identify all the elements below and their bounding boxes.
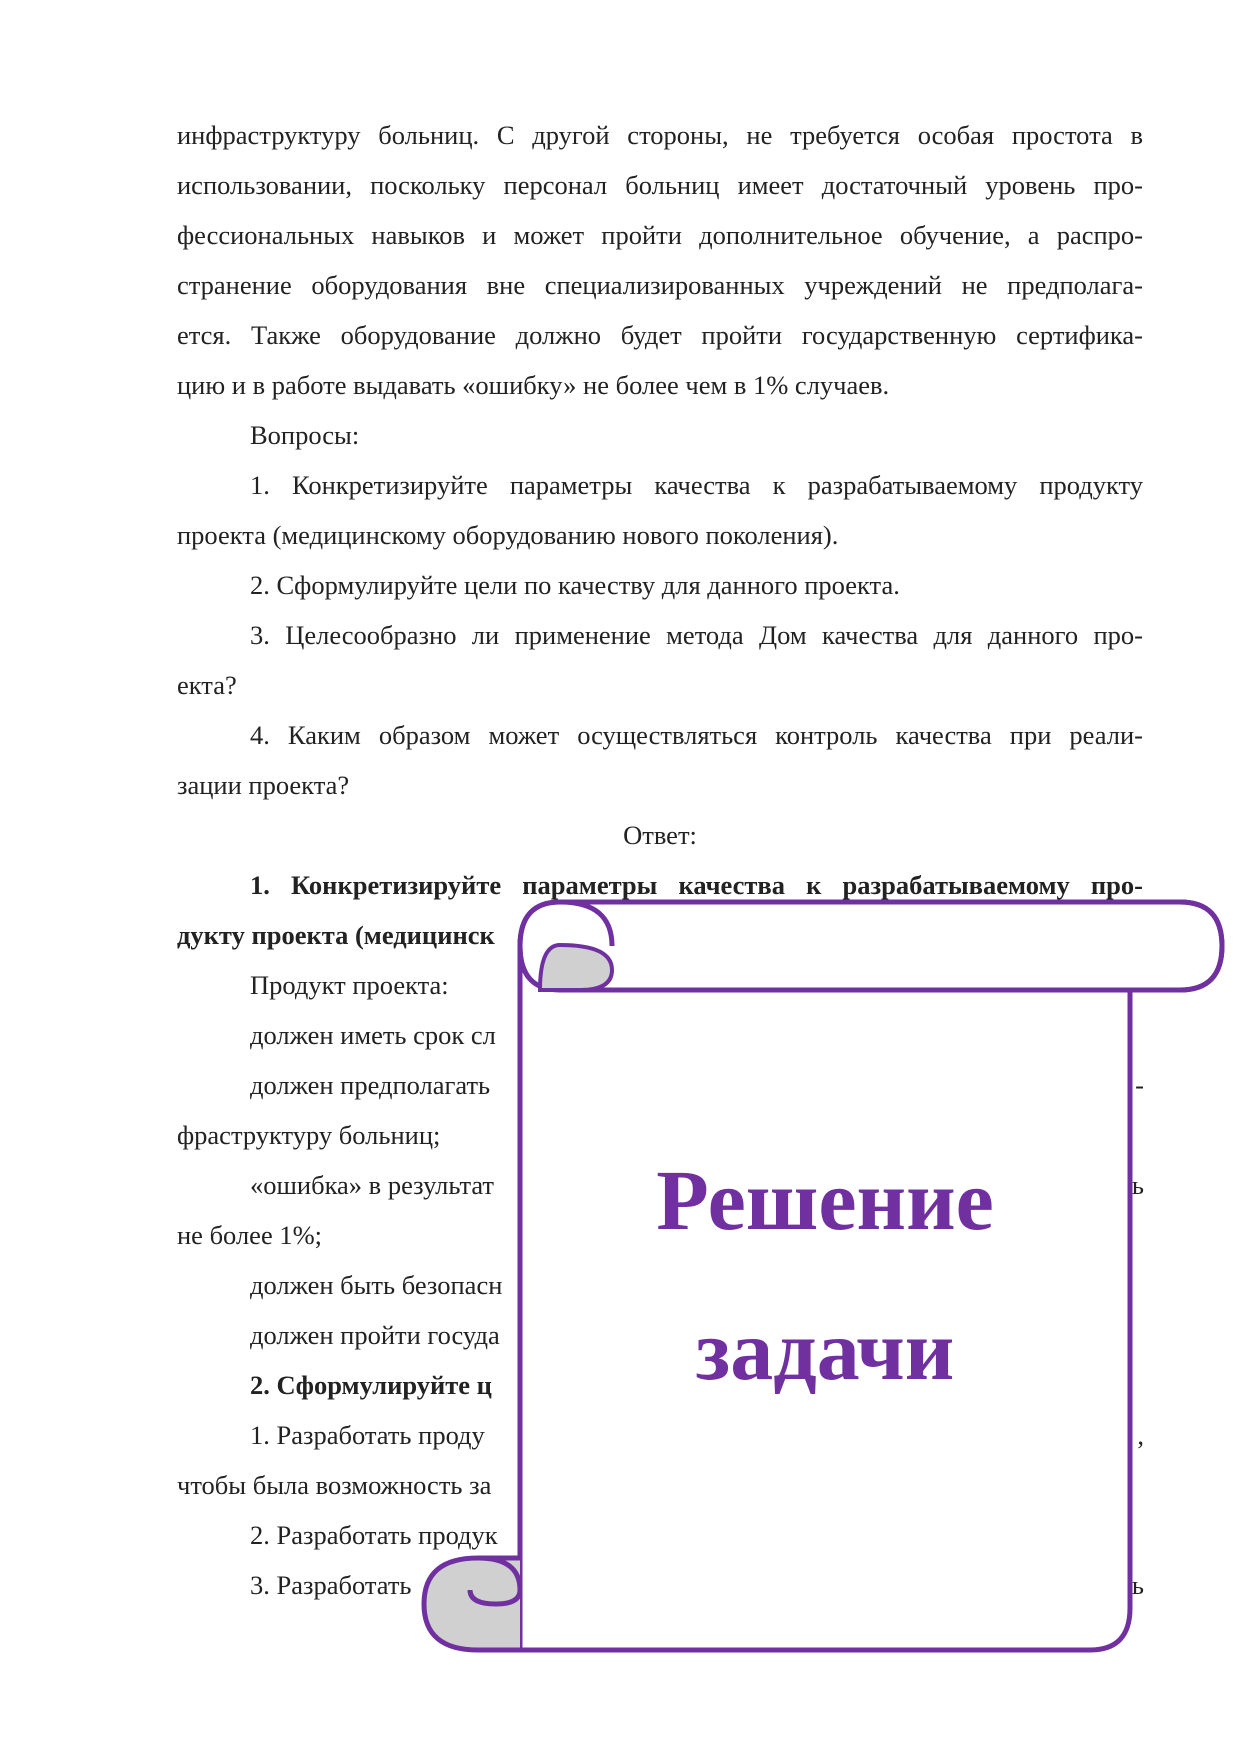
text-fragment: ь: [1131, 1170, 1144, 1200]
text-fragment: -: [1135, 1070, 1144, 1100]
text-line: 3. Целесообразно ли применение метода Дом качества для данного про-: [250, 620, 1143, 650]
text-line: странение оборудования вне специализированных учреждений не предполага-: [177, 270, 1143, 300]
text-line: дукту проекта (медицинск: [177, 920, 495, 950]
text-line: ется. Также оборудование должно будет пройти государственную сертифика-: [177, 320, 1143, 350]
text-line: 4. Каким образом может осуществляться контроль качества при реали-: [250, 720, 1143, 750]
text-line: 1. Разработать проду: [250, 1420, 485, 1450]
text-line: фраструктуру больниц;: [177, 1120, 441, 1150]
text-line: должен предполагать: [250, 1070, 491, 1100]
text-line: проекта (медицинскому оборудованию нового поколения).: [177, 520, 839, 550]
text-line: зации проекта?: [177, 770, 350, 800]
text-line: 3. Разработать: [250, 1570, 412, 1600]
text-line: чтобы была возможность за: [177, 1470, 492, 1500]
text-line: использовании, поскольку персонал больниц имеет достаточный уровень про-: [177, 170, 1143, 200]
text-line: Вопросы:: [250, 420, 360, 450]
text-line: 1. Конкретизируйте параметры качества к разрабатываемому про-: [250, 870, 1143, 900]
text-line: 2. Сформулируйте ц: [250, 1370, 492, 1400]
text-line: инфраструктуру больниц. С другой стороны, не требуется особая простота в: [177, 120, 1143, 150]
text-line: должен иметь срок сл: [250, 1020, 496, 1050]
text-line: 1. Конкретизируйте параметры качества к разрабатываемому продукту: [250, 470, 1143, 500]
text-fragment: ,: [1137, 1420, 1144, 1450]
text-line: фессиональных навыков и может пройти дополнительное обучение, а распро-: [177, 220, 1143, 250]
text-line: екта?: [177, 670, 237, 700]
text-line: должен пройти госуда: [250, 1320, 500, 1350]
text-fragment: ь: [1131, 1570, 1144, 1600]
text-line: Ответ:: [623, 820, 697, 850]
scroll-top-curl: [540, 945, 612, 990]
text-line: цию и в работе выдавать «ошибку» не более чем в 1% случаев.: [177, 370, 890, 400]
text-line: «ошибка» в результат: [250, 1170, 495, 1200]
banner-title-line2: задачи: [695, 1302, 955, 1398]
text-line: Продукт проекта:: [250, 970, 449, 1000]
text-line: 2. Разработать продук: [250, 1520, 498, 1550]
text-line: должен быть безопасн: [250, 1270, 503, 1300]
banner-title-line1: Решение: [656, 1152, 994, 1248]
text-line: 2. Сформулируйте цели по качеству для данного проекта.: [250, 570, 900, 600]
text-line: не более 1%;: [177, 1220, 323, 1250]
